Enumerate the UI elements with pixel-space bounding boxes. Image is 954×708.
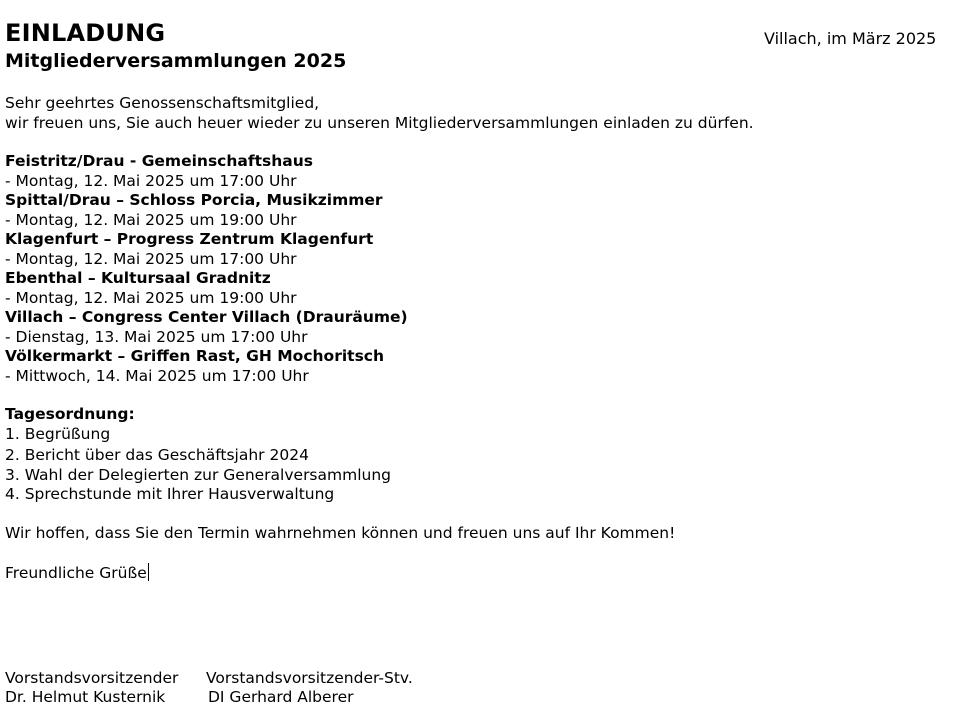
agenda-item: 4. Sprechstunde mit Ihrer Hausverwaltung [5, 485, 335, 503]
meeting-location: Völkermarkt – Griffen Rast, GH Mochoritsch [5, 347, 385, 365]
text-cursor [148, 563, 149, 581]
meeting-date: - Montag, 12. Mai 2025 um 17:00 Uhr [5, 172, 297, 190]
agenda-heading: Tagesordnung: [5, 405, 135, 423]
document-title: EINLADUNG [5, 19, 166, 47]
meeting-location: Spittal/Drau – Schloss Porcia, Musikzimmer [5, 191, 383, 209]
meeting-location: Klagenfurt – Progress Zentrum Klagenfurt [5, 230, 374, 248]
signature-name-1: Dr. Helmut Kusternik [5, 688, 166, 706]
signature-name-2: DI Gerhard Alberer [208, 688, 354, 706]
document-subtitle: Mitgliederversammlungen 2025 [5, 50, 347, 72]
meeting-date: - Montag, 12. Mai 2025 um 17:00 Uhr [5, 250, 297, 268]
regards-line[interactable] [5, 563, 149, 582]
signature-role-2: Vorstandsvorsitzender-Stv. [206, 669, 413, 687]
salutation: Sehr geehrtes Genossenschaftsmitglied, [5, 94, 320, 112]
closing-text: Wir hoffen, dass Sie den Termin wahrnehmen können und freuen uns auf Ihr Kommen! [5, 524, 676, 542]
agenda-item: 2. Bericht über das Geschäftsjahr 2024 [5, 446, 309, 464]
agenda-item: 1. Begrüßung [5, 425, 111, 443]
intro-text: wir freuen uns, Sie auch heuer wieder zu unseren Mitgliederversammlungen einladen zu dürfen. [5, 114, 754, 132]
meeting-date: - Montag, 12. Mai 2025 um 19:00 Uhr [5, 289, 297, 307]
place-date: Villach, im März 2025 [764, 29, 937, 48]
meeting-date: - Mittwoch, 14. Mai 2025 um 17:00 Uhr [5, 367, 309, 385]
meeting-location: Ebenthal – Kultursaal Gradnitz [5, 269, 271, 287]
signature-role-1: Vorstandsvorsitzender [5, 669, 179, 687]
meeting-date: - Montag, 12. Mai 2025 um 19:00 Uhr [5, 211, 297, 229]
agenda-item: 3. Wahl der Delegierten zur Generalversammlung [5, 466, 392, 484]
regards-text: Freundliche Grüße [5, 564, 147, 582]
meeting-date: - Dienstag, 13. Mai 2025 um 17:00 Uhr [5, 328, 308, 346]
meeting-location: Villach – Congress Center Villach (Drauräume) [5, 308, 408, 326]
meeting-location: Feistritz/Drau - Gemeinschaftshaus [5, 152, 313, 170]
